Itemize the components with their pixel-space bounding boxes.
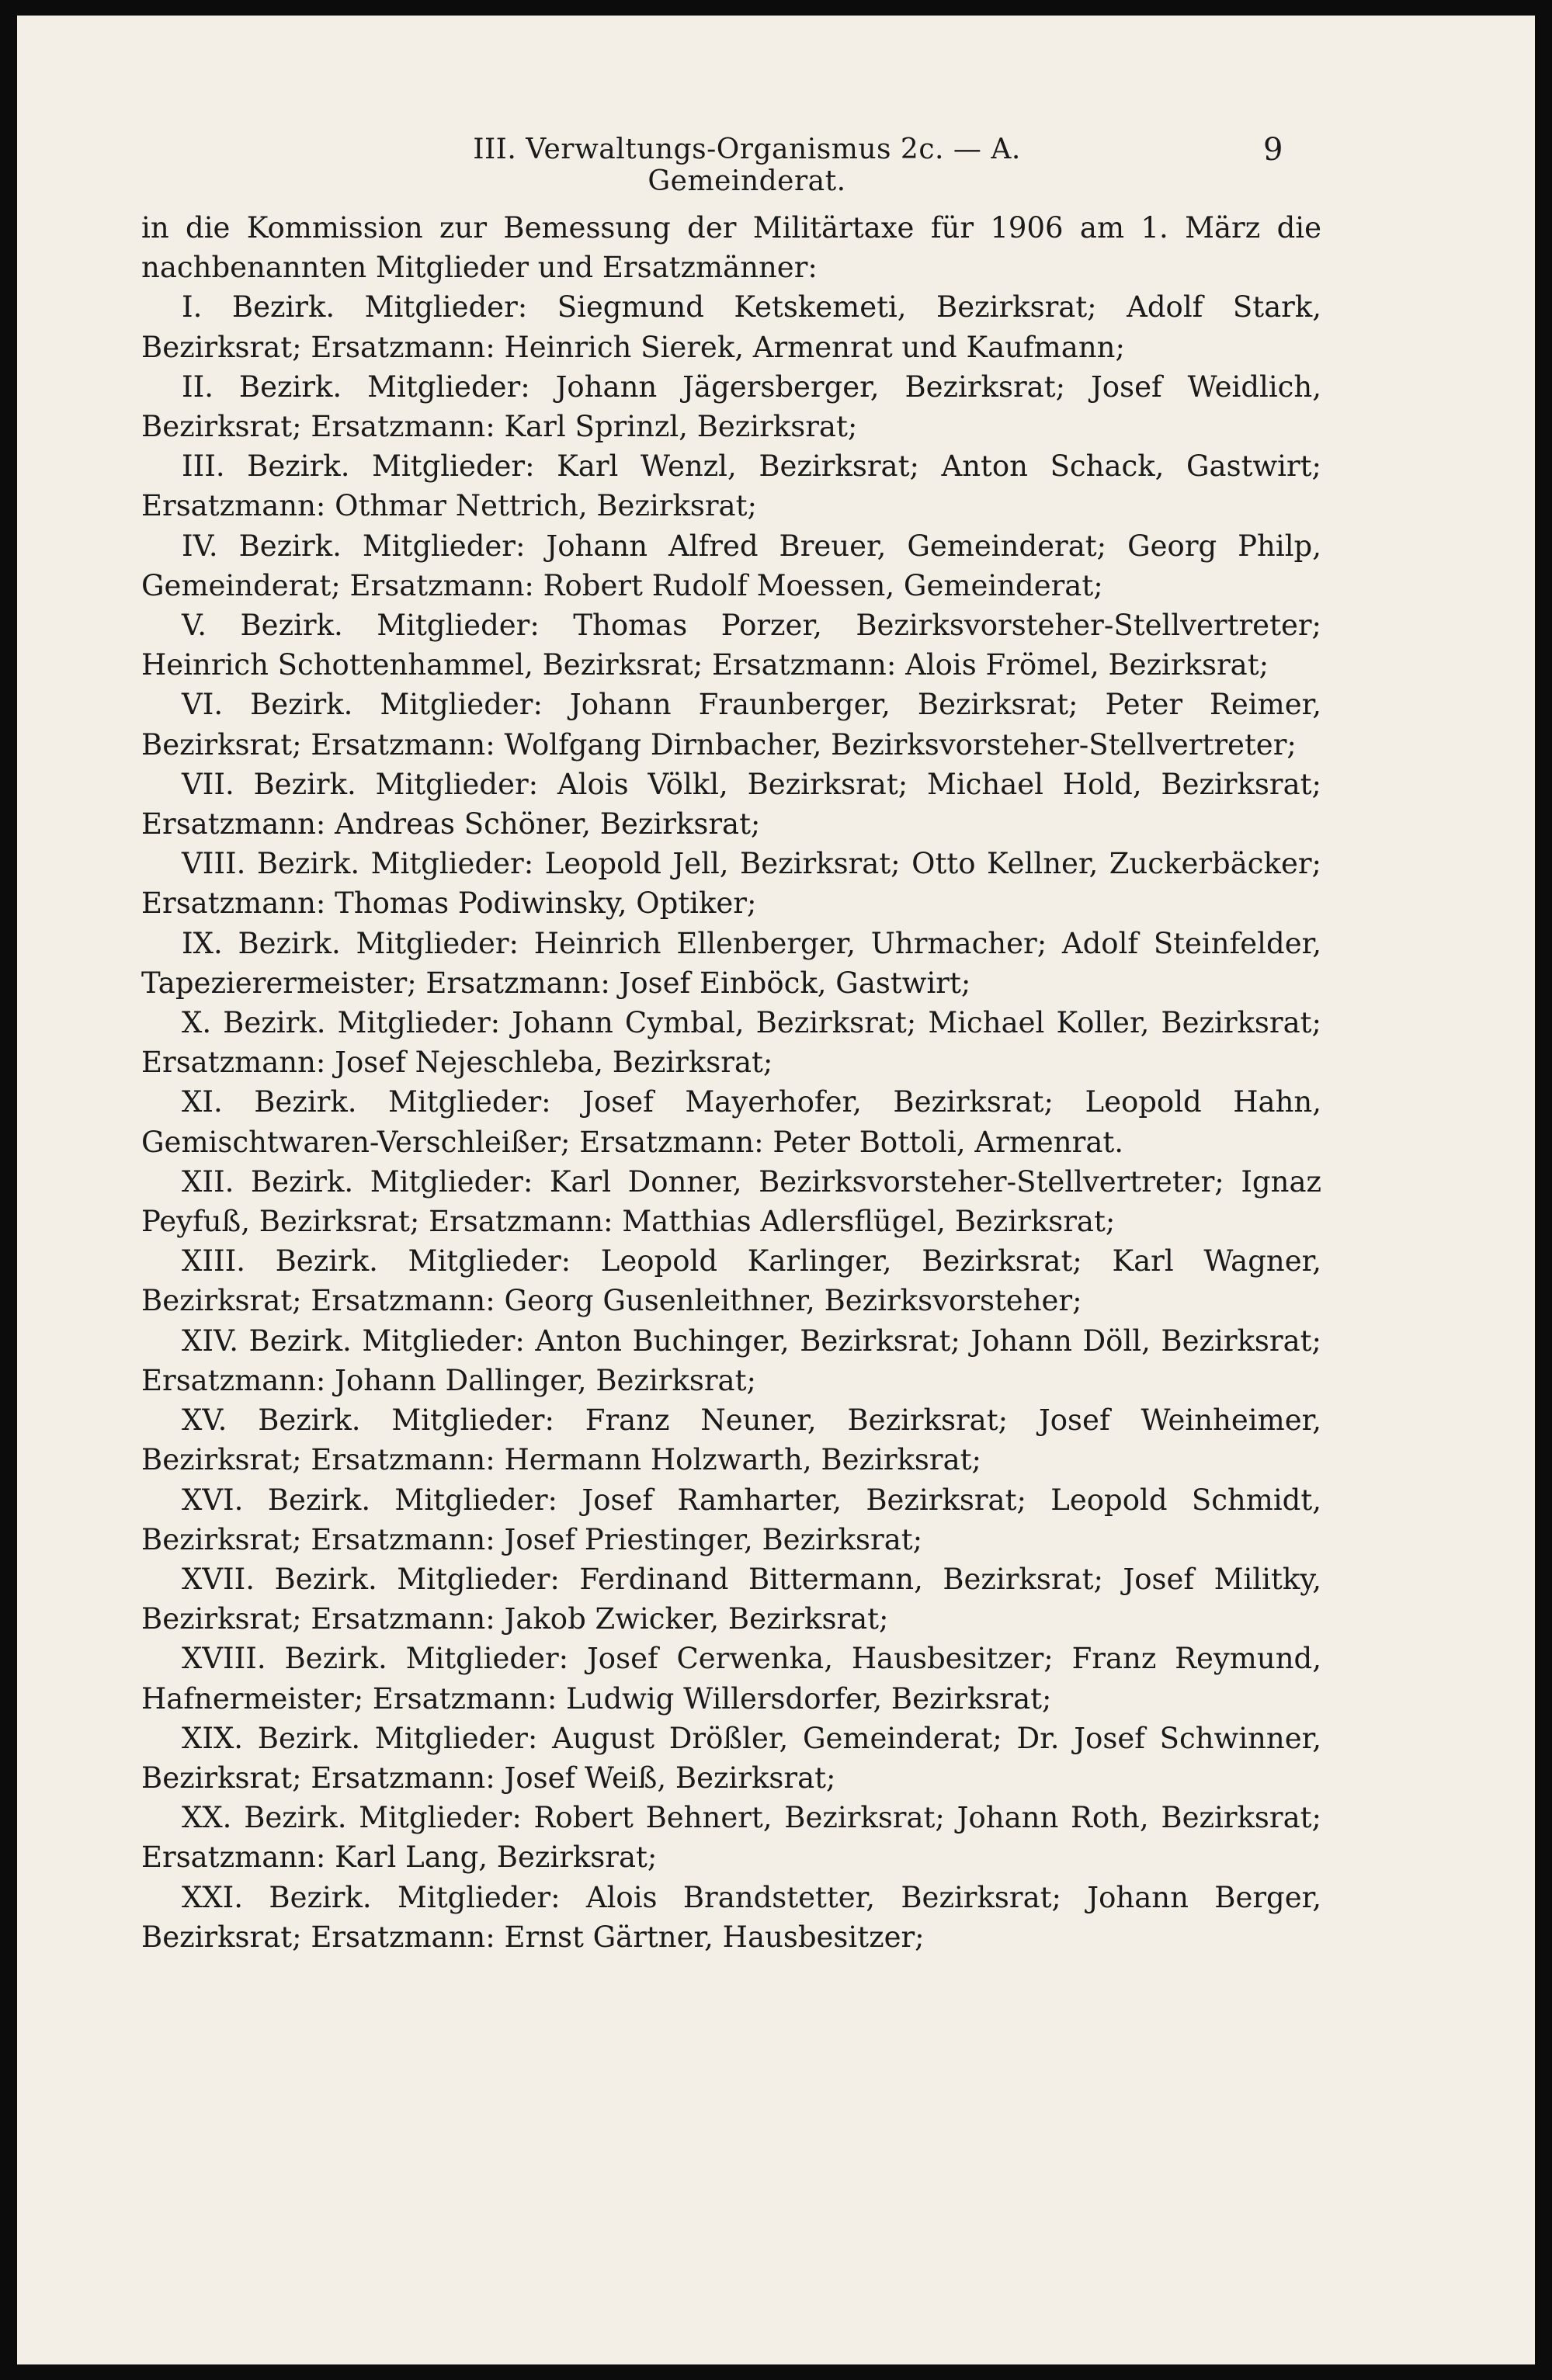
district-paragraph: X. Bezirk. Mitglieder: Johann Cymbal, Bezirksrat; Michael Koller, Bezirksrat; Ersatzmann: Josef Nejeschleba, Bezirksrat; — [141, 1006, 1321, 1080]
district-paragraph: XVIII. Bezirk. Mitglieder: Josef Cerwenka, Hausbesitzer; Franz Reymund, Hafnermeister; Ersatzmann: Ludwig Willersdorfer, Bezirksrat; — [141, 1642, 1321, 1716]
district-paragraph: XII. Bezirk. Mitglieder: Karl Donner, Bezirksvorsteher-Stellvertreter; Ignaz Peyfuß, Bezirksrat; Ersatzmann: Matthias Adlersflügel, Bezirksrat; — [141, 1164, 1321, 1239]
district-paragraph: XX. Bezirk. Mitglieder: Robert Behnert, Bezirksrat; Johann Roth, Bezirksrat; Ersatzmann: Karl Lang, Bezirksrat; — [141, 1801, 1321, 1875]
page-number: 9 — [1263, 132, 1283, 168]
district-paragraph: XV. Bezirk. Mitglieder: Franz Neuner, Bezirksrat; Josef Weinheimer, Bezirksrat; Ersatzmann: Hermann Holzwarth, Bezirksrat; — [141, 1403, 1321, 1477]
district-paragraph: XI. Bezirk. Mitglieder: Josef Mayerhofer, Bezirksrat; Leopold Hahn, Gemischtwaren-Verschleißer; Ersatzmann: Peter Bottoli, Armenrat. — [141, 1085, 1321, 1159]
district-paragraph: XIII. Bezirk. Mitglieder: Leopold Karlinger, Bezirksrat; Karl Wagner, Bezirksrat; Ersatzmann: Georg Gusenleithner, Bezirksvorsteher; — [141, 1244, 1321, 1318]
district-paragraph: I. Bezirk. Mitglieder: Siegmund Ketskemeti, Bezirksrat; Adolf Stark, Bezirksrat; Ersatzmann: Heinrich Sierek, Armenrat und Kaufmann; — [141, 290, 1321, 364]
district-paragraph: VI. Bezirk. Mitglieder: Johann Fraunberger, Bezirksrat; Peter Reimer, Bezirksrat; Ersatzmann: Wolfgang Dirnbacher, Bezirksvorsteher-Stellvertreter; — [141, 688, 1321, 762]
district-paragraph: XXI. Bezirk. Mitglieder: Alois Brandstetter, Bezirksrat; Johann Berger, Bezirksrat; Ersatzmann: Ernst Gärtner, Hausbesitzer; — [141, 1880, 1321, 1954]
district-paragraph: XIX. Bezirk. Mitglieder: August Drößler, Gemeinderat; Dr. Josef Schwinner, Bezirksrat; Ersatzmann: Josef Weiß, Bezirksrat; — [141, 1721, 1321, 1795]
district-paragraph: II. Bezirk. Mitglieder: Johann Jägersberger, Bezirksrat; Josef Weidlich, Bezirksrat; Ersatzmann: Karl Sprinzl, Bezirksrat; — [141, 369, 1321, 444]
district-paragraph: XVII. Bezirk. Mitglieder: Ferdinand Bittermann, Bezirksrat; Josef Militky, Bezirksrat; Ersatzmann: Jakob Zwicker, Bezirksrat; — [141, 1562, 1321, 1636]
district-paragraph: VIII. Bezirk. Mitglieder: Leopold Jell, Bezirksrat; Otto Kellner, Zuckerbäcker; Ersatzmann: Thomas Podiwinsky, Optiker; — [141, 847, 1321, 921]
district-paragraph: III. Bezirk. Mitglieder: Karl Wenzl, Bezirksrat; Anton Schack, Gastwirt; Ersatzmann: Othmar Nettrich, Bezirksrat; — [141, 449, 1321, 523]
running-title: III. Verwaltungs-Organismus 2c. — A. Gemeinderat. — [473, 134, 1021, 197]
district-paragraph: V. Bezirk. Mitglieder: Thomas Porzer, Bezirksvorsteher-Stellvertreter; Heinrich Schottenhammel, Bezirksrat; Ersatzmann: Alois Frömel, Bezirksrat; — [141, 609, 1321, 682]
district-paragraph: VII. Bezirk. Mitglieder: Alois Völkl, Bezirksrat; Michael Hold, Bezirksrat; Ersatzmann: Andreas Schöner, Bezirksrat; — [141, 767, 1321, 841]
book-page — [17, 16, 1535, 2364]
intro-paragraph: in die Kommission zur Bemessung der Militärtaxe für 1906 am 1. März die nachbenannten Mitglieder und Ersatzmänner: — [141, 211, 1321, 285]
district-paragraph: IX. Bezirk. Mitglieder: Heinrich Ellenberger, Uhrmacher; Adolf Steinfelder, Tapezierermeister; Ersatzmann: Josef Einböck, Gastwirt; — [141, 926, 1321, 1000]
page-body — [141, 208, 1321, 1957]
district-paragraph: IV. Bezirk. Mitglieder: Johann Alfred Breuer, Gemeinderat; Georg Philp, Gemeinderat; Ersatzmann: Robert Rudolf Moessen, Gemeinderat; — [141, 529, 1321, 602]
district-paragraph: XVI. Bezirk. Mitglieder: Josef Ramharter, Bezirksrat; Leopold Schmidt, Bezirksrat; Ersatzmann: Josef Priestinger, Bezirksrat; — [141, 1483, 1321, 1556]
district-paragraph: XIV. Bezirk. Mitglieder: Anton Buchinger, Bezirksrat; Johann Döll, Bezirksrat; Ersatzmann: Johann Dallinger, Bezirksrat; — [141, 1324, 1321, 1397]
